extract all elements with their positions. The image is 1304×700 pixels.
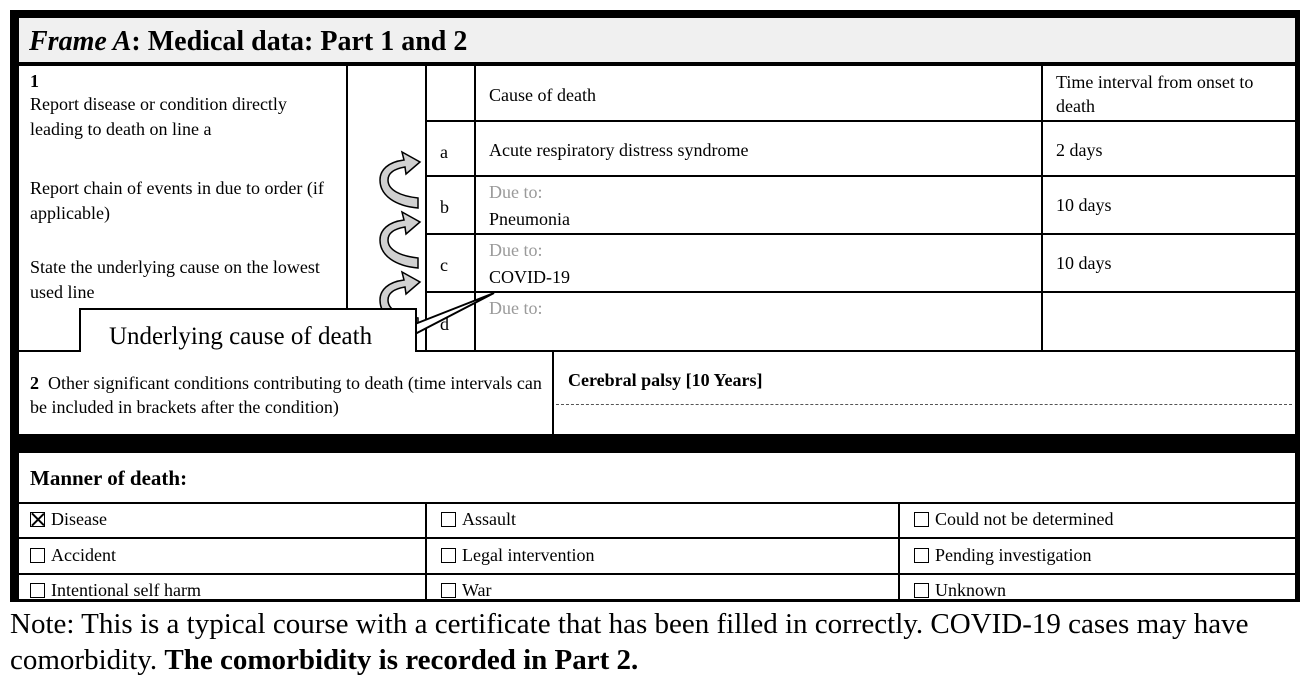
divider [19, 573, 1295, 575]
note-body: Note: This is a typical course with a certificate that has been filled in correctly. COVID-19 cases may have comorbidity. [10, 608, 1249, 676]
option-accident[interactable] [30, 543, 116, 568]
part2-number: 2 [30, 373, 39, 393]
option-label: Pending investigation [935, 545, 1092, 565]
option-intentional-self-harm[interactable] [30, 578, 201, 603]
cause-a[interactable]: Acute respiratory distress syndrome [489, 140, 749, 160]
option-label: Unknown [935, 580, 1006, 600]
underlying-cause-callout: Underlying cause of death [79, 308, 417, 364]
line-label-a: a [440, 142, 448, 162]
divider [552, 352, 554, 434]
frame-title-rest: : Medical data: Part 1 and 2 [131, 26, 468, 57]
checkbox-icon[interactable] [441, 548, 456, 563]
cause-b[interactable]: Pneumonia [489, 209, 570, 229]
header-cause: Cause of death [489, 85, 596, 105]
note-text [10, 606, 1304, 678]
option-disease[interactable] [30, 507, 107, 532]
line-label-d: d [440, 314, 449, 334]
checkbox-icon[interactable] [914, 583, 929, 598]
due-to-c: Due to: [489, 240, 543, 260]
option-label: Legal intervention [462, 545, 595, 565]
interval-a[interactable]: 2 days [1056, 140, 1103, 160]
instruction-underlying: State the underlying cause on the lowest used line [30, 257, 320, 302]
checkbox-icon[interactable] [30, 548, 45, 563]
part2-text: Other significant conditions contributing to death (time intervals can be included in brackets after the condition) [30, 373, 542, 417]
option-label: Accident [51, 545, 116, 565]
line-label-b: b [440, 197, 449, 217]
interval-c[interactable]: 10 days [1056, 253, 1112, 273]
option-label: Could not be determined [935, 509, 1114, 529]
cause-c[interactable]: COVID-19 [489, 267, 570, 287]
part2-value[interactable]: Cerebral palsy [10 Years] [568, 370, 763, 390]
header-interval: Time interval from onset to death [1056, 72, 1254, 116]
frame-title-italic: Frame A [29, 26, 132, 57]
checkbox-checked-icon[interactable] [30, 512, 45, 527]
note-bold: The comorbidity is recorded in Part 2. [164, 644, 639, 676]
manner-title: Manner of death: [30, 466, 188, 490]
divider [19, 537, 1295, 539]
option-label: Assault [462, 509, 516, 529]
checkbox-icon[interactable] [441, 583, 456, 598]
part1-number: 1 [30, 71, 39, 91]
option-label: Disease [51, 509, 107, 529]
part2-label [30, 371, 550, 419]
part2-dashed-line [556, 404, 1292, 405]
divider [19, 502, 1295, 504]
option-label: War [462, 580, 492, 600]
option-could-not-be-determined[interactable] [914, 507, 1113, 532]
option-assault[interactable] [441, 507, 516, 532]
option-war[interactable] [441, 578, 492, 603]
interval-b[interactable]: 10 days [1056, 195, 1112, 215]
instruction-chain: Report chain of events in due to order (if applicable) [30, 178, 324, 223]
checkbox-icon[interactable] [914, 512, 929, 527]
due-to-b: Due to: [489, 182, 543, 202]
option-legal-intervention[interactable] [441, 543, 594, 568]
checkbox-icon[interactable] [914, 548, 929, 563]
option-label: Intentional self harm [51, 580, 201, 600]
line-label-c: c [440, 255, 448, 275]
option-pending-investigation[interactable] [914, 543, 1092, 568]
checkbox-icon[interactable] [30, 583, 45, 598]
checkbox-icon[interactable] [441, 512, 456, 527]
instruction-line-a: Report disease or condition directly leading to death on line a [30, 94, 287, 139]
due-to-d: Due to: [489, 298, 543, 318]
divider [898, 502, 900, 599]
divider [425, 502, 427, 599]
option-unknown[interactable] [914, 578, 1006, 603]
